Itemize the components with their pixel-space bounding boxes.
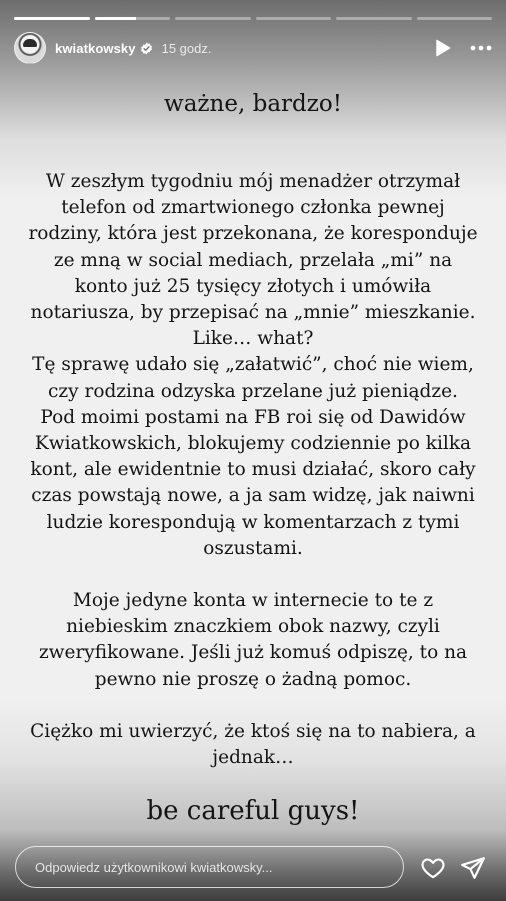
progress-segment <box>95 17 171 20</box>
username[interactable]: kwiatkowsky <box>55 40 136 56</box>
heart-icon[interactable] <box>420 855 446 881</box>
progress-segment <box>14 17 90 20</box>
story-title: ważne, bardzo! <box>164 91 342 117</box>
reply-input[interactable] <box>15 846 404 888</box>
story-paragraph: Ciężko mi uwierzyć, że ktoś się na to nabiera, a jednak… <box>30 720 476 769</box>
story-progress-bar <box>14 17 492 20</box>
story-paragraph: W zeszłym tygodniu mój menadżer otrzymał telefon od zmartwionego członka pewnej rodziny, która jest przekonana, że koresponduje ze mną w social mediach, przelała „mi” na konto już 25 tysięcy złotych i umówiła notariusza, by przepisać na „mnie” mieszkanie. Like… what? <box>28 171 478 350</box>
progress-segment <box>175 17 251 20</box>
avatar[interactable] <box>14 32 46 64</box>
story-closing-text: be careful guys! <box>146 796 360 826</box>
progress-segment <box>256 17 332 20</box>
reply-placeholder: Odpowiedz użytkownikowi kwiatkowsky... <box>35 859 273 875</box>
verified-badge-icon <box>140 42 153 55</box>
progress-segment <box>417 17 493 20</box>
more-icon[interactable] <box>470 37 492 59</box>
story-paragraph: Tę sprawę udało się „załatwić”, choć nie wiem, czy rodzina odzyska przelane już pieniądze. Pod moimi postami na FB roi się od Dawidów Kwiatkowskich, blokujemy codziennie po kilka kont, ale ewidentnie to musi działać, skoro cały czas powstają nowe, a ja sam widzę, jak naiwni ludzie korespondują w komentarzach z tymi oszustami. <box>30 354 476 559</box>
story-paragraph: Moje jedyne konta w internecie to te z niebieskim znaczkiem obok nazwy, czyli zweryfikowane. Jeśli już komuś odpiszę, to na pewno nie proszę o żadną pomoc. <box>38 590 468 690</box>
send-icon[interactable] <box>460 855 486 881</box>
story-body <box>28 169 478 771</box>
play-icon[interactable] <box>432 37 454 59</box>
post-time: 15 godz. <box>161 40 212 56</box>
progress-segment <box>336 17 412 20</box>
story-header <box>14 31 492 65</box>
